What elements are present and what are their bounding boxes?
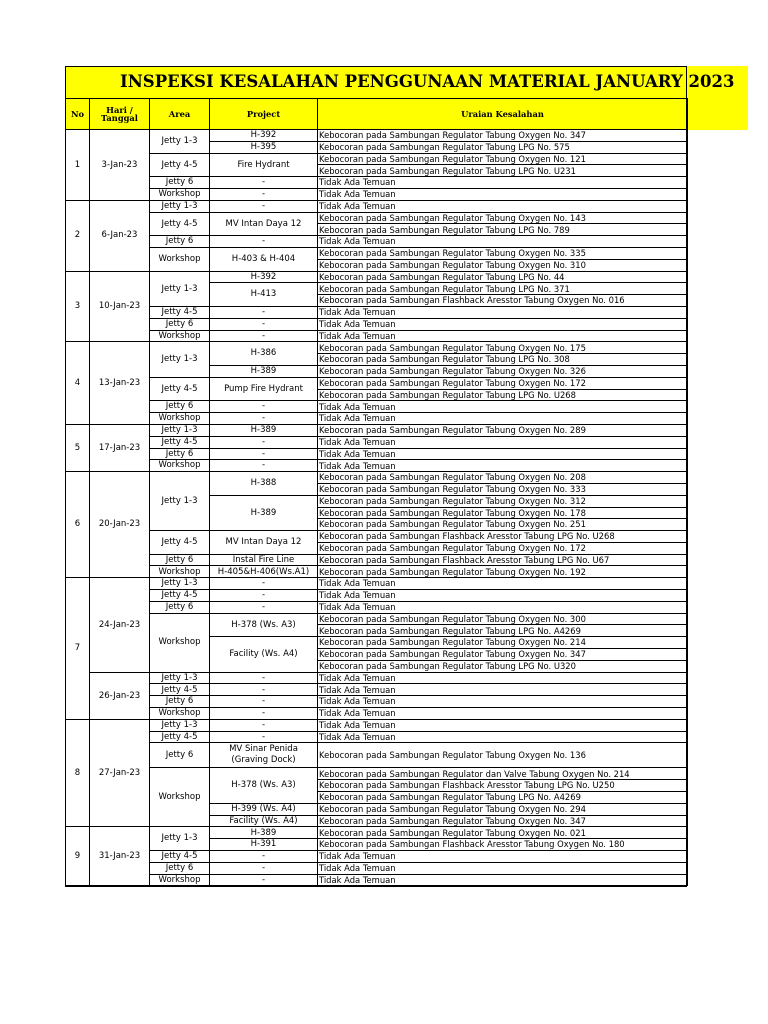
project-cell: - xyxy=(210,696,318,708)
table-row xyxy=(66,708,688,720)
project-cell: H-388 xyxy=(210,472,318,496)
table-row xyxy=(66,177,688,189)
area-cell: Workshop xyxy=(150,874,210,886)
row-number-cell: 7 xyxy=(66,578,90,720)
project-cell: - xyxy=(210,684,318,696)
area-cell: Jetty 1-3 xyxy=(150,342,210,377)
area-cell: Jetty 6 xyxy=(150,601,210,613)
table-row xyxy=(66,554,688,566)
uraian-cell: Tidak Ada Temuan xyxy=(318,719,688,731)
area-cell: Jetty 4-5 xyxy=(150,212,210,236)
project-cell: - xyxy=(210,719,318,731)
uraian-cell: Kebocoran pada Sambungan Flashback Aresstor Tabung LPG No. U250 xyxy=(318,780,688,792)
table-row xyxy=(66,472,688,484)
row-number-cell: 3 xyxy=(66,271,90,342)
project-cell: Facility (Ws. A4) xyxy=(210,637,318,672)
area-cell: Jetty 1-3 xyxy=(150,672,210,684)
project-cell: Fire Hydrant xyxy=(210,153,318,177)
project-cell: - xyxy=(210,578,318,590)
uraian-cell: Tidak Ada Temuan xyxy=(318,188,688,200)
uraian-cell: Tidak Ada Temuan xyxy=(318,851,688,863)
project-cell: H-392 xyxy=(210,130,318,142)
uraian-cell: Tidak Ada Temuan xyxy=(318,601,688,613)
uraian-cell: Kebocoran pada Sambungan Regulator Tabung Oxygen No. 335 xyxy=(318,247,688,259)
table-row xyxy=(66,862,688,874)
uraian-cell: Kebocoran pada Sambungan Regulator Tabung LPG No. 308 xyxy=(318,354,688,366)
area-cell: Workshop xyxy=(150,330,210,342)
uraian-cell: Kebocoran pada Sambungan Regulator Tabung LPG No. A4269 xyxy=(318,792,688,804)
table-row xyxy=(66,318,688,330)
area-cell: Jetty 1-3 xyxy=(150,130,210,154)
table-row xyxy=(66,130,688,142)
area-cell: Jetty 6 xyxy=(150,401,210,413)
table-row xyxy=(66,436,688,448)
table-row xyxy=(66,306,688,318)
project-cell: MV Sinar Penida (Graving Dock) xyxy=(210,743,318,768)
area-cell: Jetty 6 xyxy=(150,177,210,189)
project-cell: H-413 xyxy=(210,283,318,307)
table-row xyxy=(66,531,688,543)
uraian-cell: Tidak Ada Temuan xyxy=(318,330,688,342)
header-no: No xyxy=(66,99,90,130)
uraian-cell: Tidak Ada Temuan xyxy=(318,696,688,708)
date-cell: 27-Jan-23 xyxy=(90,719,150,827)
project-cell: - xyxy=(210,236,318,248)
uraian-cell: Kebocoran pada Sambungan Regulator Tabung LPG No. A4269 xyxy=(318,625,688,637)
table-row xyxy=(66,827,688,839)
uraian-cell: Kebocoran pada Sambungan Regulator Tabung Oxygen No. 143 xyxy=(318,212,688,224)
area-cell: Jetty 1-3 xyxy=(150,719,210,731)
table-row xyxy=(66,578,688,590)
uraian-cell: Kebocoran pada Sambungan Regulator Tabung Oxygen No. 312 xyxy=(318,495,688,507)
area-cell: Workshop xyxy=(150,460,210,472)
table-row xyxy=(66,424,688,436)
project-cell: - xyxy=(210,590,318,602)
uraian-cell: Kebocoran pada Sambungan Regulator Tabung Oxygen No. 347 xyxy=(318,130,688,142)
uraian-cell: Kebocoran pada Sambungan Regulator Tabung Oxygen No. 333 xyxy=(318,483,688,495)
uraian-cell: Tidak Ada Temuan xyxy=(318,672,688,684)
area-cell: Jetty 6 xyxy=(150,236,210,248)
project-cell: H-389 xyxy=(210,827,318,839)
uraian-cell: Kebocoran pada Sambungan Regulator Tabung Oxygen No. 300 xyxy=(318,613,688,625)
area-cell: Jetty 4-5 xyxy=(150,436,210,448)
row-number-cell: 6 xyxy=(66,472,90,578)
date-cell: 10-Jan-23 xyxy=(90,271,150,342)
uraian-cell: Kebocoran pada Sambungan Regulator Tabung Oxygen No. 192 xyxy=(318,566,688,578)
uraian-cell: Kebocoran pada Sambungan Flashback Aresstor Tabung LPG No. U268 xyxy=(318,531,688,543)
area-cell: Workshop xyxy=(150,613,210,672)
table-row xyxy=(66,377,688,389)
area-cell: Jetty 1-3 xyxy=(150,271,210,306)
date-cell: 13-Jan-23 xyxy=(90,342,150,425)
date-cell: 3-Jan-23 xyxy=(90,130,150,201)
uraian-cell: Tidak Ada Temuan xyxy=(318,401,688,413)
area-cell: Jetty 4-5 xyxy=(150,851,210,863)
header-area: Area xyxy=(150,99,210,130)
uraian-cell: Tidak Ada Temuan xyxy=(318,413,688,425)
date-cell: 17-Jan-23 xyxy=(90,424,150,471)
area-cell: Workshop xyxy=(150,708,210,720)
project-cell: - xyxy=(210,306,318,318)
date-cell: 20-Jan-23 xyxy=(90,472,150,578)
area-cell: Jetty 1-3 xyxy=(150,472,210,531)
area-cell: Workshop xyxy=(150,768,210,827)
table-row xyxy=(66,768,688,780)
table-header-row xyxy=(66,99,688,130)
uraian-cell: Kebocoran pada Sambungan Regulator Tabung LPG No. 371 xyxy=(318,283,688,295)
project-cell: H-378 (Ws. A3) xyxy=(210,768,318,803)
table-row xyxy=(66,874,688,886)
project-cell: - xyxy=(210,200,318,212)
project-cell: - xyxy=(210,413,318,425)
uraian-cell: Kebocoran pada Sambungan Regulator Tabung Oxygen No. 289 xyxy=(318,424,688,436)
project-cell: - xyxy=(210,862,318,874)
uraian-cell: Kebocoran pada Sambungan Regulator Tabung Oxygen No. 136 xyxy=(318,743,688,768)
project-cell: H-395 xyxy=(210,141,318,153)
uraian-cell: Tidak Ada Temuan xyxy=(318,684,688,696)
row-number-cell: 2 xyxy=(66,200,90,271)
table-row xyxy=(66,719,688,731)
project-cell: H-389 xyxy=(210,365,318,377)
project-cell: - xyxy=(210,874,318,886)
area-cell: Jetty 6 xyxy=(150,696,210,708)
table-row xyxy=(66,188,688,200)
date-cell: 24-Jan-23 xyxy=(90,578,150,672)
area-cell: Jetty 4-5 xyxy=(150,531,210,555)
area-cell: Jetty 4-5 xyxy=(150,153,210,177)
inspection-table xyxy=(65,98,688,886)
project-cell: - xyxy=(210,448,318,460)
project-cell: - xyxy=(210,851,318,863)
uraian-cell: Kebocoran pada Sambungan Regulator Tabung LPG No. U268 xyxy=(318,389,688,401)
table-row xyxy=(66,743,688,768)
project-cell: Pump Fire Hydrant xyxy=(210,377,318,401)
uraian-cell: Kebocoran pada Sambungan Regulator dan Valve Tabung Oxygen No. 214 xyxy=(318,768,688,780)
project-cell: H-389 xyxy=(210,495,318,530)
project-cell: - xyxy=(210,436,318,448)
project-cell: H-391 xyxy=(210,839,318,851)
project-cell: MV Intan Daya 12 xyxy=(210,531,318,555)
project-cell: - xyxy=(210,731,318,743)
row-number-cell: 8 xyxy=(66,719,90,827)
table-row xyxy=(66,271,688,283)
project-cell: - xyxy=(210,460,318,472)
uraian-cell: Tidak Ada Temuan xyxy=(318,448,688,460)
uraian-cell: Kebocoran pada Sambungan Regulator Tabung Oxygen No. 021 xyxy=(318,827,688,839)
table-row xyxy=(66,460,688,472)
project-cell: H-403 & H-404 xyxy=(210,247,318,271)
area-cell: Jetty 6 xyxy=(150,862,210,874)
uraian-cell: Kebocoran pada Sambungan Regulator Tabung Oxygen No. 121 xyxy=(318,153,688,165)
uraian-cell: Kebocoran pada Sambungan Regulator Tabung Oxygen No. 347 xyxy=(318,815,688,827)
table-row xyxy=(66,401,688,413)
row-number-cell: 4 xyxy=(66,342,90,425)
uraian-cell: Kebocoran pada Sambungan Regulator Tabung Oxygen No. 172 xyxy=(318,377,688,389)
table-row xyxy=(66,212,688,224)
project-cell: - xyxy=(210,177,318,189)
project-cell: H-378 (Ws. A3) xyxy=(210,613,318,637)
uraian-cell: Kebocoran pada Sambungan Regulator Tabung LPG No. 789 xyxy=(318,224,688,236)
table-row xyxy=(66,590,688,602)
uraian-cell: Tidak Ada Temuan xyxy=(318,731,688,743)
project-cell: H-399 (Ws. A4) xyxy=(210,803,318,815)
table-row xyxy=(66,342,688,354)
page-title: INSPEKSI KESALAHAN PENGGUNAAN MATERIAL JANUARY 2023 xyxy=(120,72,735,91)
uraian-cell: Kebocoran pada Sambungan Flashback Aresstor Tabung LPG No. U67 xyxy=(318,554,688,566)
area-cell: Workshop xyxy=(150,566,210,578)
uraian-cell: Kebocoran pada Sambungan Regulator Tabung Oxygen No. 326 xyxy=(318,365,688,377)
uraian-cell: Tidak Ada Temuan xyxy=(318,708,688,720)
date-cell: 31-Jan-23 xyxy=(90,827,150,886)
area-cell: Jetty 6 xyxy=(150,448,210,460)
row-number-cell: 5 xyxy=(66,424,90,471)
uraian-cell: Tidak Ada Temuan xyxy=(318,177,688,189)
uraian-cell: Tidak Ada Temuan xyxy=(318,436,688,448)
uraian-cell: Kebocoran pada Sambungan Regulator Tabung Oxygen No. 347 xyxy=(318,649,688,661)
project-cell: - xyxy=(210,708,318,720)
project-cell: Instal Fire Line xyxy=(210,554,318,566)
date-cell: 6-Jan-23 xyxy=(90,200,150,271)
area-cell: Jetty 4-5 xyxy=(150,684,210,696)
table-row xyxy=(66,247,688,259)
area-cell: Jetty 4-5 xyxy=(150,306,210,318)
project-cell: H-405&H-406(Ws.A1) xyxy=(210,566,318,578)
project-cell: - xyxy=(210,401,318,413)
header-hari-tanggal: Hari / Tanggal xyxy=(90,99,150,130)
uraian-cell: Kebocoran pada Sambungan Regulator Tabung LPG No. 44 xyxy=(318,271,688,283)
uraian-cell: Tidak Ada Temuan xyxy=(318,460,688,472)
area-cell: Jetty 4-5 xyxy=(150,377,210,401)
uraian-cell: Kebocoran pada Sambungan Regulator Tabung Oxygen No. 214 xyxy=(318,637,688,649)
table-row xyxy=(66,851,688,863)
uraian-cell: Tidak Ada Temuan xyxy=(318,578,688,590)
row-number-cell: 9 xyxy=(66,827,90,886)
table-row xyxy=(66,696,688,708)
date-cell: 26-Jan-23 xyxy=(90,672,150,719)
project-cell: H-386 xyxy=(210,342,318,366)
uraian-cell: Kebocoran pada Sambungan Flashback Aresstor Tabung Oxygen No. 180 xyxy=(318,839,688,851)
uraian-cell: Kebocoran pada Sambungan Regulator Tabung Oxygen No. 294 xyxy=(318,803,688,815)
table-row xyxy=(66,448,688,460)
table-row xyxy=(66,200,688,212)
project-cell: - xyxy=(210,330,318,342)
uraian-cell: Tidak Ada Temuan xyxy=(318,306,688,318)
header-project: Project xyxy=(210,99,318,130)
uraian-cell: Tidak Ada Temuan xyxy=(318,200,688,212)
project-cell: - xyxy=(210,318,318,330)
table-row xyxy=(66,566,688,578)
area-cell: Workshop xyxy=(150,247,210,271)
project-cell: - xyxy=(210,188,318,200)
table-row xyxy=(66,153,688,165)
project-cell: MV Intan Daya 12 xyxy=(210,212,318,236)
project-cell: H-392 xyxy=(210,271,318,283)
uraian-cell: Kebocoran pada Sambungan Flashback Aresstor Tabung Oxygen No. 016 xyxy=(318,295,688,307)
uraian-cell: Tidak Ada Temuan xyxy=(318,236,688,248)
row-number-cell: 1 xyxy=(66,130,90,201)
table-row xyxy=(66,672,688,684)
project-cell: Facility (Ws. A4) xyxy=(210,815,318,827)
area-cell: Workshop xyxy=(150,413,210,425)
uraian-cell: Kebocoran pada Sambungan Regulator Tabung Oxygen No. 178 xyxy=(318,507,688,519)
uraian-cell: Kebocoran pada Sambungan Regulator Tabung LPG No. U320 xyxy=(318,660,688,672)
uraian-cell: Kebocoran pada Sambungan Regulator Tabung Oxygen No. 310 xyxy=(318,259,688,271)
table-row xyxy=(66,330,688,342)
table-row xyxy=(66,684,688,696)
area-cell: Jetty 1-3 xyxy=(150,200,210,212)
table-row xyxy=(66,601,688,613)
uraian-cell: Kebocoran pada Sambungan Regulator Tabung LPG No. 575 xyxy=(318,141,688,153)
area-cell: Jetty 4-5 xyxy=(150,731,210,743)
uraian-cell: Kebocoran pada Sambungan Regulator Tabung Oxygen No. 175 xyxy=(318,342,688,354)
uraian-cell: Tidak Ada Temuan xyxy=(318,862,688,874)
area-cell: Jetty 6 xyxy=(150,743,210,768)
table-row xyxy=(66,731,688,743)
project-cell: H-389 xyxy=(210,424,318,436)
uraian-cell: Tidak Ada Temuan xyxy=(318,874,688,886)
project-cell: - xyxy=(210,601,318,613)
area-cell: Jetty 6 xyxy=(150,554,210,566)
table-row xyxy=(66,413,688,425)
uraian-cell: Kebocoran pada Sambungan Regulator Tabung Oxygen No. 172 xyxy=(318,542,688,554)
area-cell: Jetty 1-3 xyxy=(150,827,210,851)
area-cell: Jetty 1-3 xyxy=(150,424,210,436)
uraian-cell: Tidak Ada Temuan xyxy=(318,318,688,330)
area-cell: Jetty 1-3 xyxy=(150,578,210,590)
uraian-cell: Kebocoran pada Sambungan Regulator Tabung Oxygen No. 251 xyxy=(318,519,688,531)
project-cell: - xyxy=(210,672,318,684)
uraian-cell: Kebocoran pada Sambungan Regulator Tabung LPG No. U231 xyxy=(318,165,688,177)
uraian-cell: Kebocoran pada Sambungan Regulator Tabung Oxygen No. 208 xyxy=(318,472,688,484)
table-row xyxy=(66,613,688,625)
area-cell: Jetty 6 xyxy=(150,318,210,330)
table-row xyxy=(66,236,688,248)
area-cell: Jetty 4-5 xyxy=(150,590,210,602)
uraian-cell: Tidak Ada Temuan xyxy=(318,590,688,602)
header-uraian-kesalahan: Uraian Kesalahan xyxy=(318,99,688,130)
area-cell: Workshop xyxy=(150,188,210,200)
